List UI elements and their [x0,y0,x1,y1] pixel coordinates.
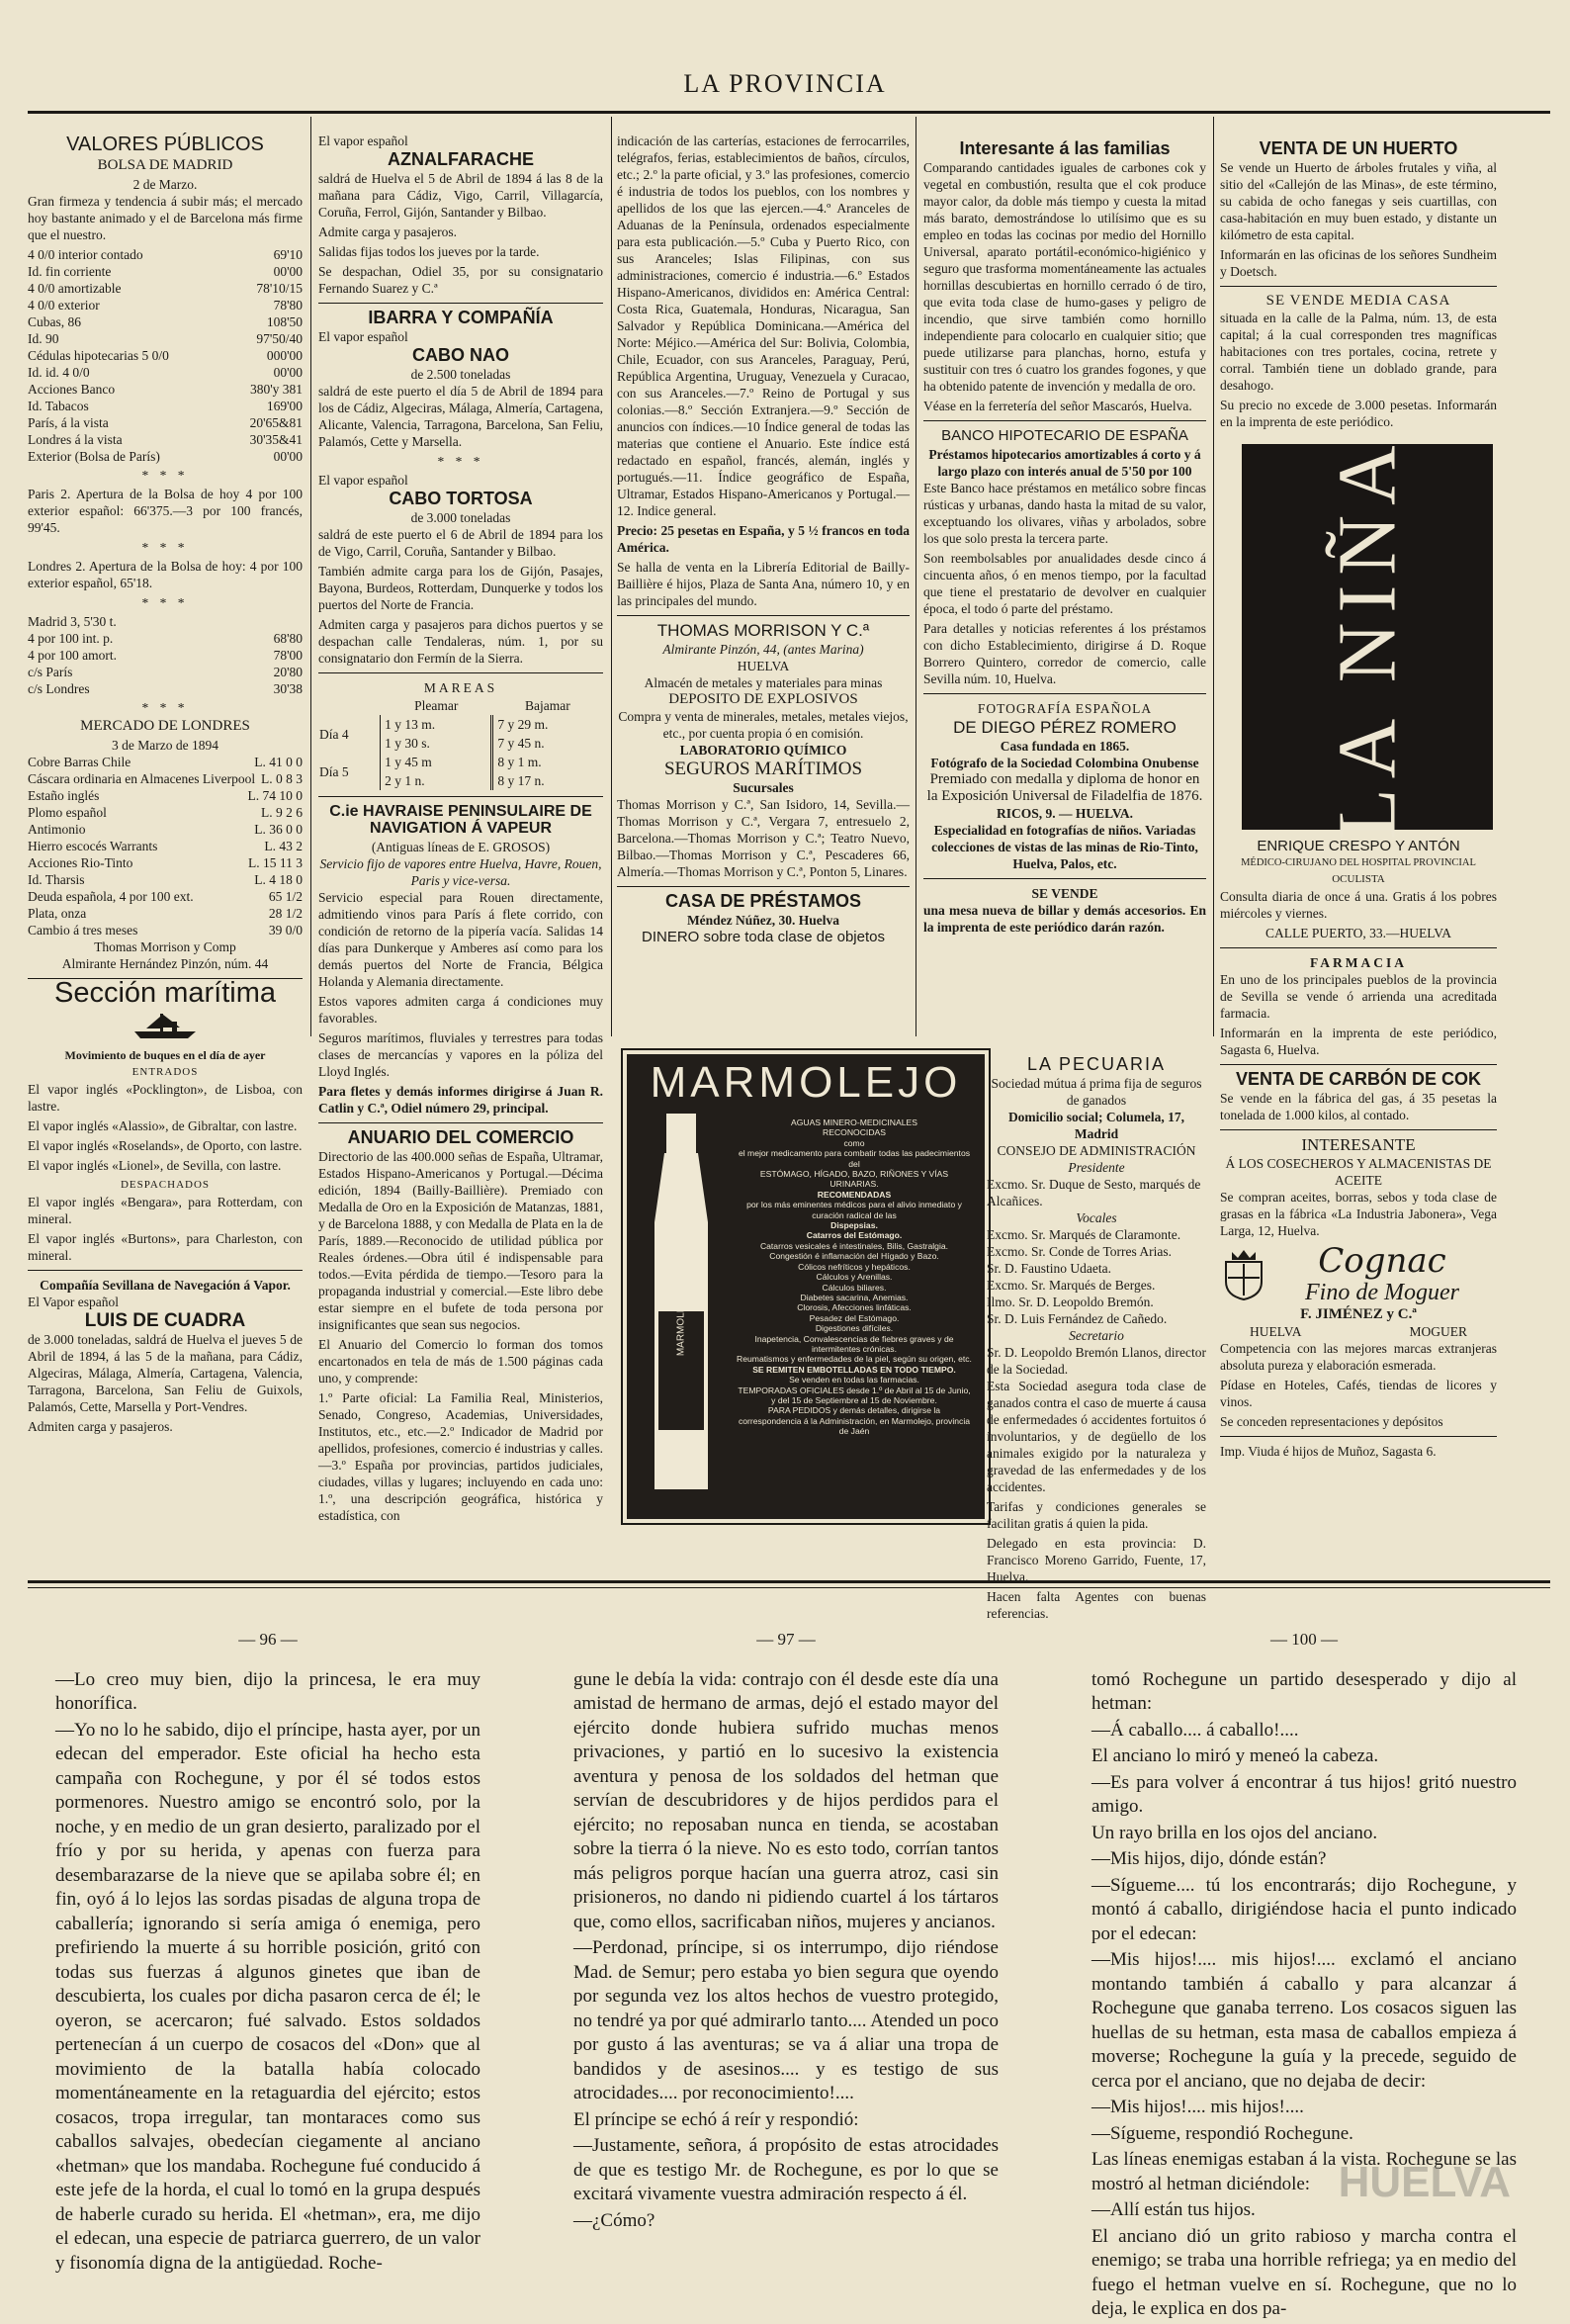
ship-name: CABO TORTOSA [389,489,533,508]
divider [923,420,1206,421]
feuilleton-paragraph: —Lo creo muy bien, dijo la princesa, le era muy honorífica. [55,1668,480,1714]
cok-title: VENTA DE CARBÓN DE COK [1235,1069,1481,1089]
pecuaria-text: Delegado en esta provincia: D. Francisco Moreno Garrido, Fuente, 17, Huelva. [987,1536,1206,1584]
quote-row: Id. id. 4 0/0 00'00 [28,365,303,380]
foto-society: Fotógrafo de la Sociedad Colombina Onubense [930,756,1199,770]
foto-address: RICOS, 9. — HUELVA. [996,806,1134,821]
date: 2 de Marzo. [132,177,198,192]
metal-row: Cambio á tres meses 39 0/0 [28,923,303,938]
top-rule [28,111,1550,114]
metal-row: Plata, onza 28 1/2 [28,906,303,921]
vocal-name: Sr. D. Luis Fernández de Cañedo. [987,1311,1168,1326]
cognac-cities: HUELVA MOGUER [1250,1324,1467,1339]
vocal-name: Sr. D. Faustino Udaeta. [987,1261,1111,1276]
page-number: — 96 — [238,1630,298,1649]
vende-text: una mesa nueva de billar y demás accesorios. En la imprenta de este periódico darán razón. [923,903,1206,935]
page-number: — 97 — [756,1630,816,1649]
morrison-title: THOMAS MORRISON Y C.ª [656,621,870,640]
vende-title: SE VENDE [1031,886,1098,901]
quote-row: Acciones Banco 380'y 381 [28,382,303,397]
pecuaria-text: Esta Sociedad asegura toda clase de ganados contra el caso de muerte á causa de enfermedades ó accidentes fortuitos ó involuntarios, y de degüello de los animales exigido por la naturaleza y gravedad de las enfermedades y de los accidentes. [987,1379,1206,1494]
quote-row: c/s París 20'80 [28,665,303,679]
quote-row: 4 por 100 amort. 78'00 [28,648,303,663]
secretario-label: Secretario [1069,1328,1124,1343]
crespo-text: Consulta diaria de once á una. Gratis á los pobres miércoles y viernes. [1220,889,1497,921]
feuilleton-paragraph: El anciano dió un grito rabioso y marcha contra el enemigo; se traba una horrible refriega; ya en medio del fuego el hetman vuelve en sí. Rochegune, que no lo deja, le explica en dos pa- [1091,2225,1517,2319]
banco-text: Para detalles y noticias referentes á los préstamos con dicho Establecimiento, dirigirse á D. Roque Borrero Quintero, corredor de comercio, calle Sevilla núm. 10, Huelva. [923,621,1206,686]
ship-name: CABO NAO [412,345,509,365]
banco-title: BANCO HIPOTECARIO DE ESPAÑA [941,427,1188,444]
cognac-ad [1220,1243,1497,1306]
feuilleton-paragraph: —¿Cómo? [573,2209,655,2231]
feuilleton-page-97 [573,1628,999,2235]
seguros-heading: SEGUROS MARÍTIMOS [663,759,863,779]
cognac-text: Competencia con las mejores marcas extranjeras absoluta pureza y elaboración esmerada. [1220,1341,1497,1373]
feuilleton-paragraph: —Sígueme.... tú los encontrarás; dijo Rochegune, y montó á caballo, dirigiéndose hacia el punto indicado por el edecan: [1091,1874,1517,1944]
cognac-text: Pídase en Hoteles, Cafés, tiendas de licores y vinos. [1220,1378,1497,1409]
feuilleton-paragraph: —Mis hijos!.... mis hijos!.... [1091,2097,1304,2117]
havraise-text: Seguros marítimos, fluviales y terrestres para todas clases de mercancías y vapores en la póliza del Lloyd Inglés. [318,1030,603,1079]
column-anuncios [617,133,910,945]
foto-text: Premiado con medalla y diploma de honor en la Exposición Universal de Filadelfia de 1876. [926,771,1203,804]
huerto-text: Se vende un Huerto de árboles frutales y viña, al sitio del «Callejón de las Minas», de este término, su cabida de ocho fanegas y seis cuartillas, con casa-habitación en muy buen estado, y distante un kilómetro de esta capital. [1220,160,1497,242]
havraise-subtitle: (Antiguas líneas de E. GROSOS) [371,840,551,854]
havraise-text: Estos vapores admiten carga á condiciones muy favorables. [318,994,603,1026]
pecuaria-title: LA PECUARIA [1026,1054,1167,1074]
vapor-label: El vapor español [318,473,408,488]
prestamos-title: CASA DE PRÉSTAMOS [664,891,862,911]
foto-sub: Casa fundada en 1865. [1000,739,1130,754]
morrison-city: HUELVA [737,659,790,673]
pecuaria-sub: Sociedad mútua á prima fija de seguros de ganados [991,1076,1202,1108]
marmolejo-ad [621,1048,991,1525]
familias-title: Interesante á las familias [959,138,1171,158]
metal-row: Estaño inglés L. 74 10 0 [28,788,303,803]
masthead: LA PROVINCIA [683,69,887,98]
firm-name: Thomas Morrison y Comp [94,939,236,954]
farmacia-text: En uno de los principales pueblos de la provincia de Sevilla se vende ó arrienda una acreditada farmacia. [1220,972,1497,1021]
huerto-note: Informarán en las oficinas de los señores Sundheim y Doetsch. [1220,247,1497,279]
feuilleton-page-100 [1091,1628,1517,2324]
vocal-name: Ilmo. Sr. D. Leopoldo Bremón. [987,1295,1154,1309]
presidente-label: Presidente [1068,1160,1125,1175]
familias-text: Comparando cantidades iguales de carbones cok y vegetal en combustión, resulta que el cok produce mayor calor, da doble más tiempo y cuesta la mitad más barato, demostrándose lo utilísimo que es su empleo en todas las cocinas por medio del Hornillo Universal, aparato portátil-económico-higiénico y seguro que trasforma momentáneamente las actuales hornillas descubiertas en hornillo cerrado ó de tiro, que evita toda clase de humo-gases y peligro de incendio, que sirve también como hornillo independiente para colocarlo en cualquier sitio; que puede utilizarse para planchas, horno, estufa y sustituir con tres ó cuatro los grandes fogones, y que ha obtenido patente de invención y medalla de oro. [923,160,1206,394]
ship-note: Salidas fijas todos los jueves por la tarde. [318,244,540,259]
divider [318,672,603,673]
londres-note: Londres 2. Apertura de la Bolsa de hoy: 4 por 100 exterior español, 65'18. [28,559,303,590]
cognac-title: Cognac [1318,1241,1446,1281]
ship-note: Se despachan, Odiel 35, por su consignatario Fernando Suarez y C.ª [318,264,603,296]
ship-tonnage: de 2.500 toneladas [410,367,511,382]
divider [617,615,910,616]
interesante-sub: Á LOS COSECHEROS Y ALMACENISTAS DE ACEITE [1225,1156,1492,1188]
mareas-row: Día 4 1 y 13 m. 7 y 29 m. [318,715,603,734]
asterism: * * * [141,595,189,610]
crespo-sub: MÉDICO-CIRUJANO DEL HOSPITAL PROVINCIAL [1241,857,1476,868]
coat-of-arms-icon [1220,1248,1267,1301]
asterism: * * * [141,468,189,483]
quote-row: Id. fin corriente 00'00 [28,264,303,279]
column-vapores [318,133,603,1527]
entrado-item: El vapor inglés «Lionel», de Sevilla, con lastre. [28,1158,282,1173]
column-ventas [1220,138,1497,1460]
bolsa-madrid-heading: BOLSA DE MADRID [97,157,233,173]
anuario-continuation: indicación de las carterías, estaciones de ferrocarriles, telégrafos, ferias, establecimientos de baños, círculos, etc.; 2.º la parte oficial, y 3.º las profesiones, comercio é industria de todos los pueblos, con los nombres y apellidos de los que las ejercen.—4.º Aranceles de Aduanas de la Península, ordenados especialmente para esta publicación.—5.º Cuba y Puerto Rico, con sus Aranceles; Islas Filipinas, con sus administraciones, comercio é industria.—6.º Estados Hispano-Americanos, divididos en: América Central: Costa Rica, Guatemala, Honduras, Nicaragua, San Salvador y República Dominicana.—América del Norte: Méjico.—América del Sur: Bolivia, Colombia, Chile, Ecuador, con sus Aranceles, Paraguay, Perú, República Argentina, Uruguay, Venezuela y Curacao, con sus Aranceles.—7.º Reino de Portugal y sus colonias.—8.º Sección Extranjera.—9.º Sección de anuncios con índices.—10 Índice general de todas las materias que contiene el Anuario. Este índice está redactado en español, francés, alemán, inglés y portugués.—11. Índice geográfico de España, Ultramar, Estados Hispano-Americanos y Portugal.—12. Indice general. [617,134,910,518]
ship-route: de 3.000 toneladas, saldrá de Huelva el jueves 5 de Abril de 1894, á las 5 de la mañana, para Cádiz, Algeciras, Málaga, Almería, Cartagena, Valencia, Tarragona, Barcelona, San Feliu de Guixols, Palamós, Cette, Marsella y Port-Vendres. [28,1332,303,1414]
despachado-item: El vapor inglés «Bengara», para Rotterdam, con mineral. [28,1195,303,1226]
secretario-name: Sr. D. Leopoldo Bremón Llanos, director de la Sociedad. [987,1345,1206,1377]
ship-name: AZNALFARACHE [388,149,534,169]
asterism: * * * [437,454,484,469]
vapor-label: El Vapor español [28,1295,119,1309]
folletin-rule [28,1580,1550,1583]
quote-row: Id. 90 97'50/40 [28,331,303,346]
pecuaria-text: Tarifas y condiciones generales se facilitan gratis á quien la pida. [987,1499,1206,1531]
pecuaria-text: Hacen falta Agentes con buenas referencias. [987,1589,1206,1621]
movimiento-heading: Movimiento de buques en el día de ayer [64,1048,266,1062]
prestamos-address: Méndez Núñez, 30. Huelva [686,913,840,928]
divider [318,1122,603,1123]
interesante-text: Se compran aceites, borras, sebos y toda clase de grasas en la fábrica «La Industria Jabonera», Vega Larga, 12, Huelva. [1220,1190,1497,1238]
despachado-item: El vapor inglés «Burtons», para Charleston, con mineral. [28,1231,303,1263]
la-nina-text: LA NIÑA [1321,434,1414,840]
londres-heading: MERCADO DE LONDRES [80,718,250,734]
metal-row: Deuda española, 4 por 100 ext. 65 1/2 [28,889,303,904]
quote-row: Londres á la vista 30'35&41 [28,432,303,447]
pecuaria-address: Domicilio social; Columela, 17, Madrid [1007,1110,1185,1141]
casa-note: Su precio no excede de 3.000 pesetas. Informarán en la imprenta de este periódico. [1220,398,1497,429]
feuilleton-paragraph: —Mis hijos, dijo, dónde están? [1091,1848,1327,1869]
metal-row: Cáscara ordinaria en Almacenes Liverpool L. 0 8 3 [28,771,303,786]
bolsa-rows [28,246,303,465]
la-nina-ad [1242,434,1493,840]
casa-text: situada en la calle de la Palma, núm. 13, de esta capital; á la cual corresponden tres magníficas habitaciones con tres portales, cocina, retrete y corral. También tiene un doblado grande, para desahogo. [1220,311,1497,393]
morrison-address: Almirante Pinzón, 44, (antes Marina) [662,642,864,657]
divider [1220,1436,1497,1437]
anuario-title: ANUARIO DEL COMERCIO [347,1127,574,1147]
divider [1220,1129,1497,1130]
paris-note: Paris 2. Apertura de la Bolsa de hoy 4 por 100 exterior español: 66'375.—3 por 100 francés, 99'45. [28,487,303,535]
presidente-name: Excmo. Sr. Duque de Sesto, marqués de Alcañices. [987,1177,1201,1208]
anuario-price: Precio: 25 pesetas en España, y 5 ½ francos en toda América. [617,523,910,555]
marmolejo-brand: MARMOLEJO [650,1058,962,1107]
havraise-service: Servicio fijo de vapores entre Huelva, Havre, Rouen, Paris y vice-versa. [319,856,602,888]
feuilleton-paragraph: El príncipe se echó á reír y respondió: [573,2108,859,2130]
divider [617,886,910,887]
column-familias [923,138,1206,939]
ship-note: Admite carga y pasajeros. [318,224,457,239]
anuario-text: El Anuario del Comercio lo forman dos tomos encartonados en tela de más de 1.500 páginas cada uno, y comprende: [318,1337,603,1385]
cognac-text: Se conceden representaciones y depósitos [1220,1414,1443,1429]
feuilleton-paragraph: Un rayo brilla en los ojos del anciano. [1091,1822,1378,1843]
entrado-item: El vapor inglés «Alassio», de Gibraltar, con lastre. [28,1118,298,1133]
metal-row: Plomo español L. 9 2 6 [28,805,303,820]
column-pecuaria [987,1054,1206,1625]
anuario-text: 1.º Parte oficial: La Familia Real, Ministerios, Senado, Congreso, Academias, Universidades, Institutos, etc., etc.—2.º Indicador de Madrid por apellidos, profesiones, comercio é industrias y calles.—3.º España por provincias, partidos judiciales, ciudades, villas y lugares; incluyendo en cada uno: 1.º, una descripción geográfica, histórica y estadística, con [318,1390,603,1523]
quote-row: 4 por 100 int. p. 68'80 [28,631,303,646]
asterism: * * * [141,700,189,715]
ship-icon [131,1008,200,1041]
feuilleton-paragraph: —Mis hijos!.... mis hijos!.... exclamó el anciano montando también á caballo y para alcanzar á Rochegune que ganaba terreno. Los cosacos siguen las huellas de su hetman, esta masa de caballos empieza á moverse; Rochegune la guía y la precede, seguido de cerca por el anciano, que no dejaba de decir: [1091,1949,1517,2092]
feuilleton-paragraph: gune le debía la vida: contrajo con él desde este día una amistad de hermano de armas, dejó el estado mayor del ejército donde hubiera sufrido muchas menos privaciones, y partió en lo sucesivo la existencia aventura y penosa de los soldados del hetman que servían de descubridores y de hijos perdidos para el ejército; no reposaban nunca en tienda, se acostaban sobre la tierra ó la nieve. No es esto todo, corrían tantos más peligros porque hacían una guerra atroz, casi sin prisioneros, no dando ni pidiendo cuartel á los tártaros que, como ellos, sacrificaban niños, mujeres y ancianos. [573,1668,999,1932]
imprenta-credit: Imp. Viuda é hijos de Muñoz, Sagasta 6. [1220,1444,1437,1459]
huerto-title: VENTA DE UN HUERTO [1259,138,1458,158]
divider [923,693,1206,694]
crespo-oculista: OCULISTA [1332,873,1385,885]
metal-row: Id. Tharsis L. 4 18 0 [28,872,303,887]
divider [1220,947,1497,948]
metal-row: Antimonio L. 36 0 0 [28,822,303,837]
cognac-subtitle: Fino de Moguer [1305,1280,1459,1305]
bottle-panel [627,1054,985,1519]
metal-row: Acciones Rio-Tinto L. 15 11 3 [28,855,303,870]
ship-note: Admiten carga y pasajeros. [28,1419,173,1434]
foto-title: FOTOGRAFÍA ESPAÑOLA [977,701,1153,716]
despachados-heading: DESPACHADOS [120,1179,211,1191]
havraise-text: Servicio especial para Rouen directamente, admitiendo vinos para París á flete corrido, con condición de retorno de la pipería vacía. Salidas 14 días para Dunkerque y Amberes así como para los demás puertos del Norte de Francia, Bélgica Holanda y Alemania directamente. [318,890,603,989]
feuilleton-paragraph: —Justamente, señora, á propósito de estas atrocidades de que es testigo Mr. de Rochegune, es por lo que se excitará vivamente vuestra admiración respecto á él. [573,2135,999,2204]
quote-row: Cubas, 86 108'50 [28,314,303,329]
ship-route: saldrá de este puerto el día 5 de Abril de 1894 para los de Cádiz, Algeciras, Málaga, Almería, Cartagena, Alicante, Valencia, Tarragona, Barcelona, San Feliu, Palamós, Cette y Marsella. [318,384,603,449]
metal-row: Cobre Barras Chile L. 41 0 0 [28,755,303,769]
deposito-text: Compra y venta de minerales, metales, metales viejos, etc., por cuenta propia ó en comisión. [618,709,909,741]
sucursales-text: Thomas Morrison y C.ª, San Isidoro, 14, Sevilla.—Thomas Morrison y C.ª, Vergara 7, entresuelo 2, Barcelona.—Thomas Morrison y C.ª; Teatro Nuevo, Bilbao.—Thomas Morrison y C.ª, Pescaderes 66, Almería.—Thomas Morrison y C.ª, Ponton 5, Linares. [617,797,910,879]
divider [28,1270,303,1271]
divider [318,796,603,797]
metal-row: Hierro escocés Warrants L. 43 2 [28,839,303,853]
bottle-label: MARMOLEJO [675,1293,687,1357]
ship-tonnage: de 3.000 toneladas [410,510,511,525]
compania-heading: Compañía Sevillana de Navegación á Vapor. [40,1278,291,1293]
cognac-maker: F. JIMÉNEZ y C.ª [1300,1306,1417,1322]
interesante-title: INTERESANTE [1301,1135,1416,1154]
vocal-name: Excmo. Sr. Marqués de Claramonte. [987,1227,1181,1242]
mareas-table [318,696,603,790]
divider [1220,1064,1497,1065]
foto-name: DE DIEGO PÉREZ ROMERO [953,718,1177,737]
seccion-maritima-title: Sección marítima [53,977,276,1009]
bottle-text: AGUAS MINERO-MEDICINALES RECONOCIDAS como el mejor medicamento para combatir todas las padecimientos del ESTÓMAGO, HÍGADO, BAZO, RIÑONES Y VÍAS URINARIAS. RECOMENDADAS por los más eminentes médicos para el alivio inmediato y curación radical de las Dispepsias. Catarros del Estómago. Catarros vesicales é intestinales, Bilis, Gastralgia. Congestión é inflamación del Hígado y Bazo. Cólicos nefríticos y hepáticos. Cálculos y Arenillas. Cálculos biliares. Diabetes sacarina, Anemias. Clorosis, Afecciones linfáticas. Pesadez del Estómago. Digestiones difíciles. Inapetencia, Convalescencias de fiebres graves y de intermitentes crónicas. Reumatismos y enfermedades de la piel, según su origen, etc. SE REMITEN EMBOTELLADAS EN TODO TIEMPO. Se venden en todas las farmacias. TEMPORADAS OFICIALES desde 1.º de Abril al 15 de Junio, y del 15 de Septiembre al 15 de Noviembre. PARA PEDIDOS y demás detalles, dirigirse la correspondencia á la Administración, en Marmolejo, provincia de Jaén [737,1117,972,1437]
banco-text: Son reembolsables por anualidades desde cinco á cincuenta años, ó en menos tiempo, por la facultad que tiene el prestatario de devolver en cualquier época, el todo ó parte del préstamo. [923,551,1206,616]
familias-note: Véase en la ferretería del señor Mascarós, Huelva. [923,399,1192,413]
quote-row: Exterior (Bolsa de París) 00'00 [28,449,303,464]
mareas-row: 1 y 30 s. 7 y 45 n. [318,734,603,753]
quote-row: París, á la vista 20'65&81 [28,415,303,430]
feuilleton-paragraph: Las líneas enemigas estaban á la vista. Rochegune se las mostró al hetman diciéndole: [1091,2149,1517,2194]
prestamos-text: DINERO sobre toda clase de objetos [642,929,885,945]
lab-heading: LABORATORIO QUÍMICO [679,743,847,758]
casa-title: SE VENDE MEDIA CASA [1265,293,1451,309]
banco-subtitle: Préstamos hipotecarios amortizables á corto y á largo plazo con interés anual de 5'50 por 100 [928,447,1201,479]
quote-row: 4 0/0 exterior 78'80 [28,298,303,313]
asterism: * * * [141,540,189,555]
madrid-heading: Madrid 3, 5'30 t. [28,614,117,629]
quote-row: 4 0/0 interior contado 69'10 [28,247,303,262]
feuilleton-paragraph: —Á caballo.... á caballo!.... [1091,1719,1299,1741]
quote-row: c/s Londres 30'38 [28,681,303,696]
crespo-title: ENRIQUE CRESPO Y ANTÓN [1257,838,1460,854]
havraise-title: C.ie HAVRAISE PENINSULAIRE DE NAVIGATION Á VAPEUR [329,803,592,837]
vocales-label: Vocales [1076,1210,1117,1225]
anuario-venta: Se halla de venta en la Librería Editorial de Bailly-Baillière é hijos, Plaza de Santa Ana, número 10, y en las principales del mundo. [617,560,910,608]
londres-date: 3 de Marzo de 1894 [112,738,218,753]
vapor-label: El vapor español [318,329,408,344]
feuilleton-paragraph: —Perdonad, príncipe, si os interrumpo, dijo riéndose Mad. de Semur; pero estaba yo bien segura que oyendo por segunda vez los altos hechos de vuestro protegido, no tendré ya por qué admirarlo tanto.... Atended un poco por gusto á las aventuras; se va á aliar una tropa de bandidos y de asesinos.... y es testigo de sus atrocidades.... por reconocimiento!.... [573,1937,1000,2103]
foto-specialty: Especialidad en fotografías de niños. Variadas colecciones de vistas de las minas de Rio-Tinto, Huelva, Palos, etc. [931,823,1198,871]
folletin-rule-thin [28,1587,1550,1588]
feuilleton-paragraph: tomó Rochegune un partido desesperado y dijo al hetman: [1091,1668,1517,1714]
havraise-contact: Para fletes y demás informes dirigirse á Juan R. Catlin y C.ª, Odiel número 29, principal. [318,1084,603,1116]
mareas-row: Día 5 1 y 45 m 8 y 1 m. [318,753,603,771]
quote-row: 4 0/0 amortizable 78'10/15 [28,281,303,296]
vocal-name: Excmo. Sr. Conde de Torres Arias. [987,1244,1173,1259]
entrados-heading: ENTRADOS [131,1066,199,1078]
entrado-item: El vapor inglés «Roselands», de Oporto, con lastre. [28,1138,303,1153]
column-valores [28,133,303,1438]
feuilleton-paragraph: —Allí están tus hijos. [1091,2199,1256,2220]
ship-note: También admite carga para los de Gijón, Pasajes, Bayona, Burdeos, Rotterdam, Dunquerke y todos los puertos del Norte de Francia. [318,564,603,612]
vocal-name: Excmo. Sr. Marqués de Berges. [987,1278,1156,1293]
divider [1220,286,1497,287]
crespo-address: CALLE PUERTO, 33.—HUELVA [1265,926,1451,940]
farmacia-note: Informarán en la imprenta de este periódico, Sagasta 6, Huelva. [1220,1026,1497,1057]
consejo-heading: CONSEJO DE ADMINISTRACIÓN [997,1143,1196,1158]
divider [318,303,603,304]
mareas-header: Pleamar Bajamar [414,698,570,713]
mareas-row: 2 y 1 n. 8 y 17 n. [318,771,603,790]
quote-row: Cédulas hipotecarias 5 0/0 000'00 [28,348,303,363]
feuilleton-paragraph: —Yo no lo he sabido, dijo el príncipe, hasta ayer, por un edecan del emperador. Este oficial ha hecho esta campaña con Rochegune, y por él sé todos estos pormenores. Nuestro amigo se encontró solo, por la noche, y en medio de un gran desierto, paralizado por el frío y por su herida, y apenas con fuerza para desembarazarse de la nieve que se apilaba sobre él; en fin, oyó á lo lejos las sordas pisadas de alguna tropa de caballería; ignorando si sería amiga ó enemiga, pero prefiriendo la muerte á su horrible posición, gritó con todas sus fuerzas á algunos ginetes que iban de descubierta, los cuales por dicha pasaron cerca de él; le oyeron, se acercaron; fué salvado. Estos soldados pertenecían á un cuerpo de cosacos del «Don» que al movimiento de la batalla había colocado momentáneamente en la retaguardia del ejército; estos cosacos, tropa irregular, tan montaraces como sus caballos salvajes, obedecían ciegamente al anciano «hetman» que los mandaba. Rochegune fué conducido á este jefe de la horda, el cual lo tomó en la grupa después de haberle curado su herida. El «hetman», era, me dijo el edecan, una especie de patriarca guerrero, de un valor y fisonomía digna de la antigüedad. Roche- [55,1719,480,2274]
valores-title: VALORES PÚBLICOS [66,134,264,155]
firm-address: Almirante Hernández Pinzón, núm. 44 [61,956,269,971]
ship-route: saldrá de este puerto el 6 de Abril de 1894 para los de Vigo, Carril, Coruña, Santander y Bilbao. [318,527,603,559]
ship-note: Admiten carga y pasajeros para dichos puertos y se despachan calle Tendaleras, núm. 1, por su consignatario don Fermín de la Sierra. [318,617,603,666]
farmacia-title: FARMACIA [1310,955,1407,970]
cok-text: Se vende en la fábrica del gas, á 35 pesetas la tonelada de 1.000 kilos, al contado. [1220,1091,1497,1122]
quote-row: Id. Tabacos 169'00 [28,399,303,413]
column-divider [611,117,612,1036]
column-divider [310,117,311,1036]
divider [923,878,1206,879]
ship-name: LUIS DE CUADRA [84,1310,246,1331]
feuilleton-paragraph: El anciano lo miró y meneó la cabeza. [1091,1745,1379,1766]
anuario-text: Directorio de las 400.000 señas de España, Ultramar, Estados Hispano-Americanos y Portugal.—Décima edición, 1894 (Bailly-Baillière). Premiado con Medalla de Oro en la Exposición de Matanzas, 1881, y de Barcelona 1888, y con Medalla de Plata en la de París, 1889.—Reconocido de utilidad pública por Reales órdenes.—Obra útil é indispensable para todos.—Evita pérdida de tiempo.—Tesoro para la propaganda industrial y comercial.—Este libro debe estar siempre en el bufete de toda persona por insignificantes que sean sus negocios. [318,1149,603,1332]
deposito-heading: DEPOSITO DE EXPLOSIVOS [668,691,858,707]
feuilleton-page-96 [55,1628,480,2278]
vapor-label: El vapor español [318,134,408,148]
feuilleton-paragraph: —Sígueme, respondió Rochegune. [1091,2122,1353,2144]
mareas-title: MAREAS [423,680,498,695]
cognac-block [1267,1243,1497,1306]
sucursales-heading: Sucursales [733,780,794,795]
feuilleton-paragraph: —Es para volver á encontrar á tus hijos! gritó nuestro amigo. [1091,1771,1517,1817]
column-divider [1213,117,1214,1036]
market-intro: Gran firmeza y tendencia á subir más; el mercado hoy bastante animado y el de Barcelona más firme que el nuestro. [28,194,303,242]
archive-watermark: HUELVA [1338,2158,1511,2206]
page-number: — 100 — [1270,1630,1338,1649]
entrado-item: El vapor inglés «Pocklington», de Lisboa, con lastre. [28,1082,303,1114]
banco-text: Este Banco hace préstamos en metálico sobre fincas rústicas y urbanas, dando hasta la mitad de su valor, exceptuando los olivares, viñas y arbolados, sobre los que solo presta la tercera parte. [923,481,1206,546]
ship-route: saldrá de Huelva el 5 de Abril de 1894 á las 8 de la mañana para Cádiz, Vigo, Carril, Villagarcía, Coruña, Ferrol, Gijón, Santander y Bilbao. [318,171,603,220]
ibarra-heading: IBARRA Y COMPAÑÍA [368,308,554,327]
morrison-text: Almacén de metales y materiales para minas [644,675,883,690]
